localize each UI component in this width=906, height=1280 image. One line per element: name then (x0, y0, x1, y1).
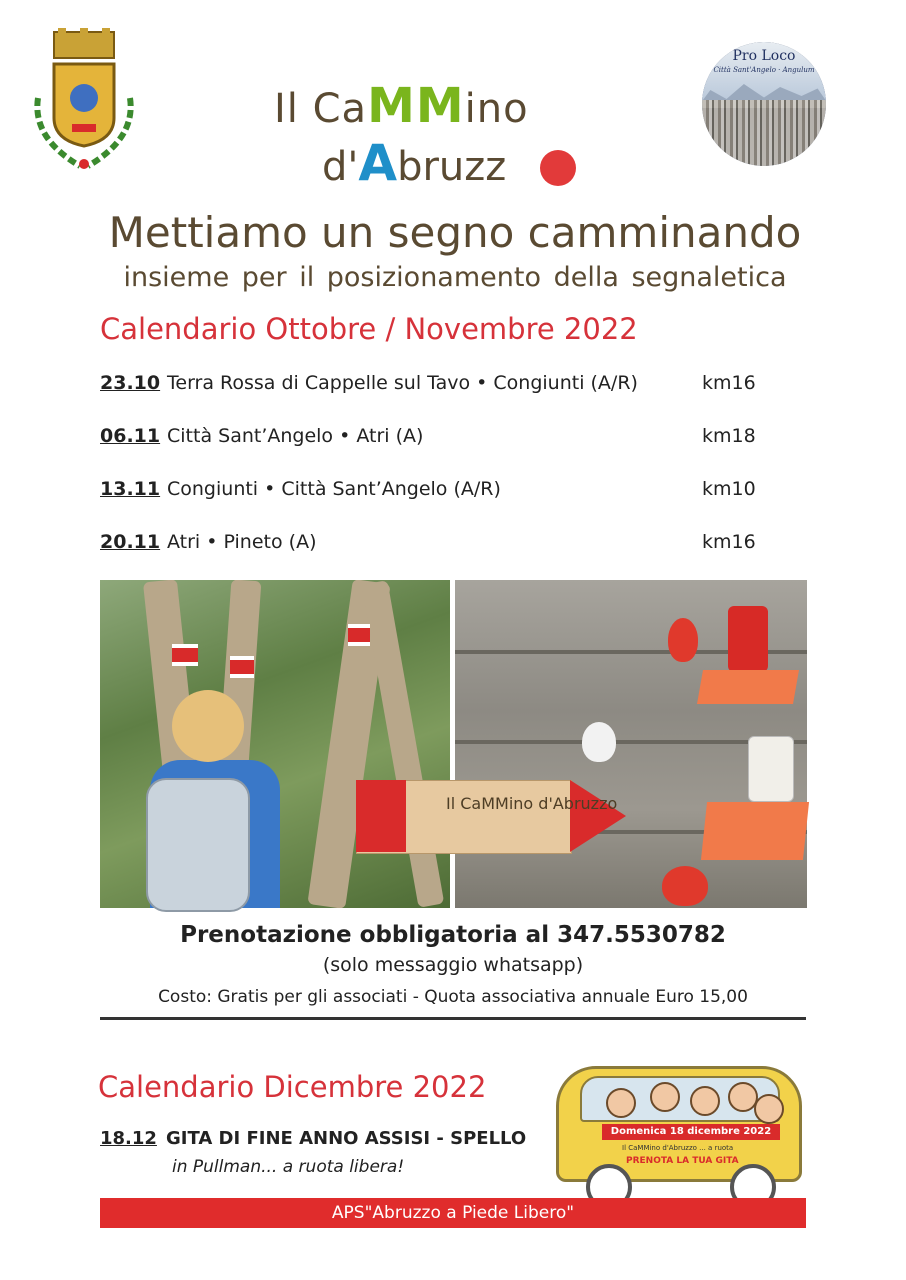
red-paint-jar (728, 606, 768, 672)
schedule-route: Congiunti • Città Sant’Angelo (A/R) (167, 478, 501, 500)
schedule-km: km10 (702, 478, 756, 500)
stencil-red (697, 670, 799, 704)
schedule-date: 23.10 (100, 372, 161, 394)
event-date: 18.12 (100, 1128, 157, 1149)
divider (100, 1017, 806, 1020)
schedule-km: km16 (702, 372, 756, 394)
trail-sign: Il CaMMino d'Abruzzo (356, 780, 626, 852)
bus-banner: Domenica 18 dicembre 2022 (602, 1124, 780, 1140)
bus-logo-text: Il CaMMino d'Abruzzo ... a ruota (622, 1144, 734, 1152)
schedule-km: km16 (702, 531, 756, 553)
event-title: GITA DI FINE ANNO ASSISI - SPELLO (166, 1128, 527, 1149)
white-footprint-icon (582, 722, 616, 762)
booking-note: (solo messaggio whatsapp) (322, 954, 584, 976)
schedule-row (100, 425, 760, 453)
schedule-km: km18 (702, 425, 756, 447)
bus-illustration (550, 1038, 806, 1198)
schedule-row (100, 531, 760, 559)
pro-loco-logo: Pro Loco Città Sant'Angelo · Angulum (702, 42, 826, 166)
schedule-route: Atri • Pineto (A) (167, 531, 317, 553)
schedule-date: 06.11 (100, 425, 161, 447)
schedule-date: 13.11 (100, 478, 161, 500)
red-footprint-icon (668, 618, 698, 662)
subheadline: insieme per il posizionamento della segnaletica (123, 262, 787, 293)
red-footprint-icon (662, 866, 708, 906)
booking-title: Prenotazione obbligatoria al 347.5530782 (180, 922, 726, 948)
schedule-route: Terra Rossa di Cappelle sul Tavo • Congiunti (A/R) (167, 372, 638, 394)
white-paint-jar (748, 736, 794, 802)
footprint-icon (540, 150, 576, 186)
calendar-dec-title: Calendario Dicembre 2022 (98, 1070, 487, 1104)
city-crest-icon (24, 28, 144, 176)
backpack (146, 778, 250, 912)
calendar-oct-nov-title: Calendario Ottobre / Novembre 2022 (100, 312, 638, 346)
girl-head (172, 690, 244, 762)
footer-bar: APS"Abruzzo a Piede Libero" (100, 1198, 806, 1228)
bus-book-text: PRENOTA LA TUA GITA (626, 1156, 739, 1166)
cammino-abruzzo-logo: Il CaMMino d'Abruzz (270, 78, 590, 188)
schedule-route: Città Sant’Angelo • Atri (A) (167, 425, 424, 447)
stencil-orange (701, 802, 809, 860)
headline: Mettiamo un segno camminando (108, 208, 802, 257)
schedule-date: 20.11 (100, 531, 161, 553)
event-subtitle: in Pullman... a ruota libera! (172, 1157, 405, 1177)
schedule-row (100, 478, 760, 506)
schedule-row (100, 372, 760, 400)
cost-info: Costo: Gratis per gli associati - Quota associativa annuale Euro 15,00 (158, 987, 748, 1007)
